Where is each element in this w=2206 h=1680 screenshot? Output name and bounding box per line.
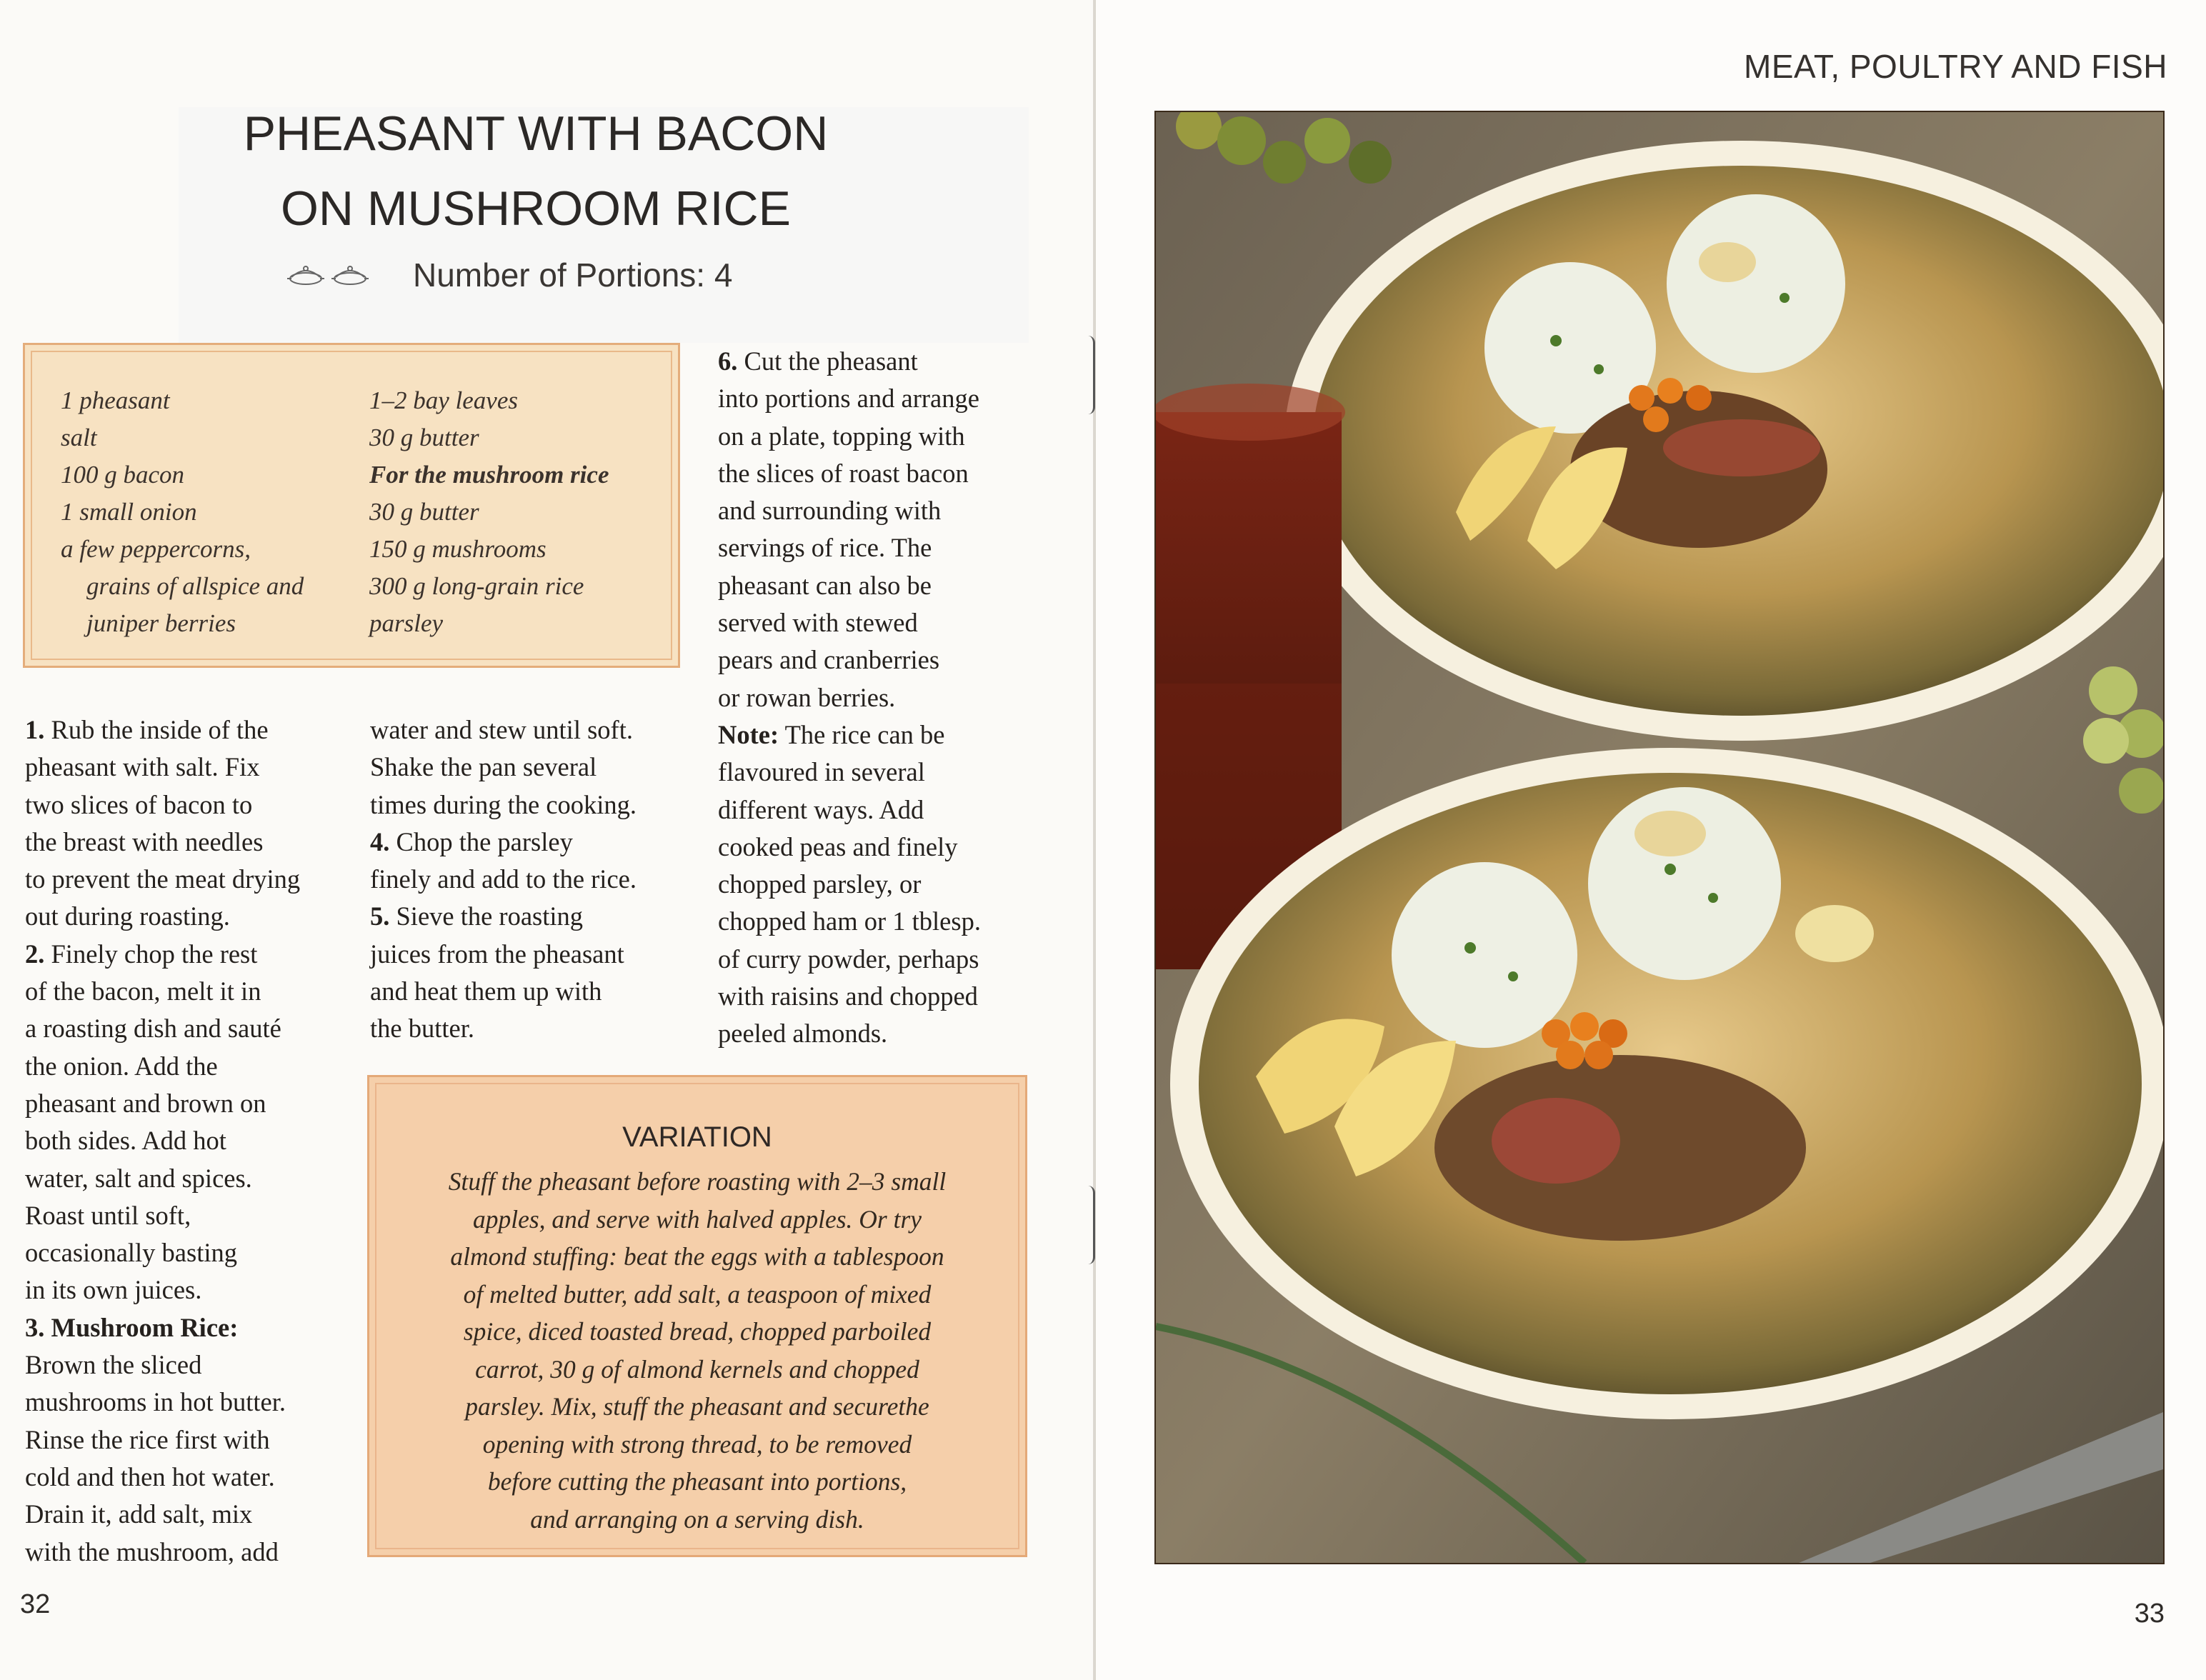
dish-photo xyxy=(1154,111,2165,1564)
variation-box xyxy=(367,1075,1027,1557)
ingredient-item: 150 g mushrooms xyxy=(369,535,546,563)
method-line xyxy=(25,1496,300,1533)
ingredient-item: 30 g butter xyxy=(369,498,479,526)
method-line xyxy=(25,1234,300,1271)
recipe-title-line: ON MUSHROOM RICE xyxy=(281,181,791,236)
variation-line: parsley. Mix, stuff the pheasant and securethe xyxy=(465,1392,929,1421)
method-line xyxy=(25,1010,300,1047)
method-line xyxy=(25,1197,300,1234)
method-line xyxy=(25,786,300,824)
step-text: to prevent the meat drying xyxy=(25,864,301,894)
step-text: Shake the pan several xyxy=(370,752,597,782)
step-number: 3. Mushroom Rice: xyxy=(25,1312,239,1342)
portions-text: Number of Portions: 4 xyxy=(413,256,733,294)
ingredient-item: a few peppercorns, xyxy=(61,535,251,563)
step-text: Drain it, add salt, mix xyxy=(25,1499,253,1529)
ingredient-item: juniper berries xyxy=(86,609,236,637)
method-line xyxy=(718,903,981,940)
variation-line: of melted butter, add salt, a teaspoon of mixed xyxy=(463,1279,932,1309)
step-number: 2. xyxy=(25,939,45,969)
method-line xyxy=(718,604,981,641)
variation-line: spice, diced toasted bread, chopped parboiled xyxy=(463,1317,932,1346)
step-text: of curry powder, perhaps xyxy=(718,944,979,974)
method-line xyxy=(25,711,300,749)
method-line xyxy=(370,1010,637,1047)
ingredient-item: salt xyxy=(61,424,97,451)
method-line xyxy=(718,567,981,604)
recipe-title xyxy=(179,96,893,246)
step-number: 5. xyxy=(370,901,390,931)
step-number: 4. xyxy=(370,826,390,856)
pheasant-bottom xyxy=(1434,1055,1806,1241)
method-line xyxy=(370,711,637,749)
step-text: the breast with needles xyxy=(25,826,264,856)
step-text: pheasant and brown on xyxy=(25,1088,266,1118)
step-text: juices from the pheasant xyxy=(370,939,624,969)
ingredient-item: 100 g bacon xyxy=(61,461,185,489)
ingredient-item: 1 pheasant xyxy=(61,386,170,414)
step-text: into portions and arrange xyxy=(718,384,979,414)
step-number: 1. xyxy=(25,715,45,744)
method-line xyxy=(718,418,981,455)
method-line xyxy=(718,978,981,1015)
step-text: different ways. Add xyxy=(718,794,924,824)
method-line xyxy=(718,679,981,716)
ingredient-subheading: For the mushroom rice xyxy=(369,461,609,489)
step-text: chopped parsley, or xyxy=(718,869,922,899)
step-number: 6. xyxy=(718,346,738,376)
method-line xyxy=(25,973,300,1010)
step-text: Chop the parsley xyxy=(389,826,573,856)
step-text: peeled almonds. xyxy=(718,1019,888,1049)
method-line xyxy=(25,1122,300,1159)
method-line xyxy=(370,786,637,824)
method-line xyxy=(718,343,981,380)
method-line xyxy=(370,861,637,898)
running-head: MEAT, POULTRY AND FISH xyxy=(1744,48,2167,85)
variation-line: and arranging on a serving dish. xyxy=(530,1504,864,1534)
step-text: the slices of roast bacon xyxy=(718,458,969,488)
method-line xyxy=(370,898,637,935)
method-line xyxy=(25,1346,300,1384)
variation-text xyxy=(369,1163,1025,1538)
method-line xyxy=(25,1384,300,1421)
step-text: The rice can be xyxy=(779,719,945,749)
step-text: Rinse the rice first with xyxy=(25,1424,270,1454)
ingredient-item: 30 g butter xyxy=(369,424,479,451)
method-line xyxy=(718,941,981,978)
step-text: pheasant with salt. Fix xyxy=(25,752,260,782)
method-column-1 xyxy=(25,711,300,1571)
step-text: out during roasting. xyxy=(25,901,230,931)
page-number-left: 32 xyxy=(20,1589,51,1619)
method-line xyxy=(718,754,981,791)
method-line xyxy=(25,1271,300,1309)
portions-row xyxy=(286,256,732,294)
staple xyxy=(1084,336,1095,414)
method-line xyxy=(25,861,300,898)
method-line xyxy=(370,749,637,786)
dish-illustration xyxy=(1156,112,2163,1563)
step-text: two slices of bacon to xyxy=(25,789,253,819)
method-line xyxy=(718,716,981,754)
method-line xyxy=(718,641,981,679)
method-line xyxy=(25,1421,300,1459)
page-number-right: 33 xyxy=(2134,1599,2165,1629)
step-text: and surrounding with xyxy=(718,496,942,526)
recipe-title-line: PHEASANT WITH BACON xyxy=(243,106,829,161)
method-line xyxy=(25,1459,300,1496)
method-line xyxy=(370,936,637,973)
step-text: of the bacon, melt it in xyxy=(25,976,261,1006)
left-page xyxy=(0,0,1093,1680)
step-text: and heat them up with xyxy=(370,976,602,1006)
step-text: water and stew until soft. xyxy=(370,715,633,744)
method-line xyxy=(370,973,637,1010)
ingredient-item: 1–2 bay leaves xyxy=(369,386,518,414)
ingredient-item: 1 small onion xyxy=(61,498,197,526)
step-text: or rowan berries. xyxy=(718,682,896,712)
variation-line: almond stuffing: beat the eggs with a tablespoon xyxy=(450,1242,944,1271)
method-line xyxy=(25,898,300,935)
method-line xyxy=(718,529,981,566)
step-text: mushrooms in hot butter. xyxy=(25,1387,286,1417)
cooking-pot-icon xyxy=(286,263,326,287)
ingredient-item: 300 g long-grain rice xyxy=(369,572,584,600)
method-line xyxy=(370,824,637,861)
ingredients-column-1 xyxy=(61,382,304,642)
variation-line: apples, and serve with halved apples. Or try xyxy=(472,1204,922,1234)
method-line xyxy=(25,1534,300,1571)
method-line xyxy=(25,749,300,786)
portion-icons xyxy=(286,263,370,287)
method-line xyxy=(718,1015,981,1052)
variation-line: before cutting the pheasant into portions, xyxy=(487,1467,907,1496)
method-column-3 xyxy=(718,343,981,1053)
step-text: the onion. Add the xyxy=(25,1051,218,1081)
step-text: cold and then hot water. xyxy=(25,1461,275,1491)
method-line xyxy=(718,492,981,529)
step-text: Rub the inside of the xyxy=(44,715,269,744)
method-line xyxy=(718,380,981,417)
step-text: times during the cooking. xyxy=(370,789,637,819)
step-text: Cut the pheasant xyxy=(737,346,918,376)
step-text: Roast until soft, xyxy=(25,1200,191,1230)
cooking-pot-icon xyxy=(330,263,370,287)
step-text: chopped ham or 1 tblesp. xyxy=(718,906,981,936)
ingredient-item: parsley xyxy=(369,609,444,637)
ingredient-item: grains of allspice and xyxy=(86,572,304,600)
step-text: flavoured in several xyxy=(718,757,925,787)
method-line xyxy=(25,1048,300,1085)
staple xyxy=(1084,1186,1095,1264)
method-line xyxy=(25,1309,300,1346)
step-text: the butter. xyxy=(370,1014,474,1044)
variation-line: carrot, 30 g of almond kernels and chopped xyxy=(475,1354,919,1384)
step-text: Brown the sliced xyxy=(25,1350,202,1380)
step-text: occasionally basting xyxy=(25,1238,237,1268)
step-text: in its own juices. xyxy=(25,1275,202,1305)
step-text: pears and cranberries xyxy=(718,645,940,675)
step-text: with raisins and chopped xyxy=(718,981,978,1011)
step-text: served with stewed xyxy=(718,608,918,638)
method-line xyxy=(25,824,300,861)
method-line xyxy=(718,791,981,829)
step-text: pheasant can also be xyxy=(718,570,932,600)
step-text: cooked peas and finely xyxy=(718,831,958,861)
variation-line: opening with strong thread, to be removed xyxy=(482,1429,912,1459)
step-text: water, salt and spices. xyxy=(25,1163,252,1193)
step-text: a roasting dish and sauté xyxy=(25,1014,281,1044)
variation-line: Stuff the pheasant before roasting with 2–3 small xyxy=(448,1167,947,1196)
step-text: with the mushroom, add xyxy=(25,1536,279,1566)
ingredients-box xyxy=(23,343,680,668)
method-line xyxy=(718,829,981,866)
method-line xyxy=(25,936,300,973)
method-line xyxy=(25,1085,300,1122)
method-column-2 xyxy=(370,711,637,1048)
ingredients-column-2 xyxy=(369,382,609,642)
step-text: finely and add to the rice. xyxy=(370,864,637,894)
step-text: Sieve the roasting xyxy=(389,901,584,931)
step-text: servings of rice. The xyxy=(718,533,932,563)
method-line xyxy=(718,866,981,903)
step-text: Finely chop the rest xyxy=(44,939,258,969)
step-text: on a plate, topping with xyxy=(718,421,965,451)
method-line xyxy=(25,1160,300,1197)
step-number: Note: xyxy=(718,719,779,749)
variation-title: VARIATION xyxy=(622,1121,772,1153)
step-text: both sides. Add hot xyxy=(25,1126,226,1156)
method-line xyxy=(718,455,981,492)
